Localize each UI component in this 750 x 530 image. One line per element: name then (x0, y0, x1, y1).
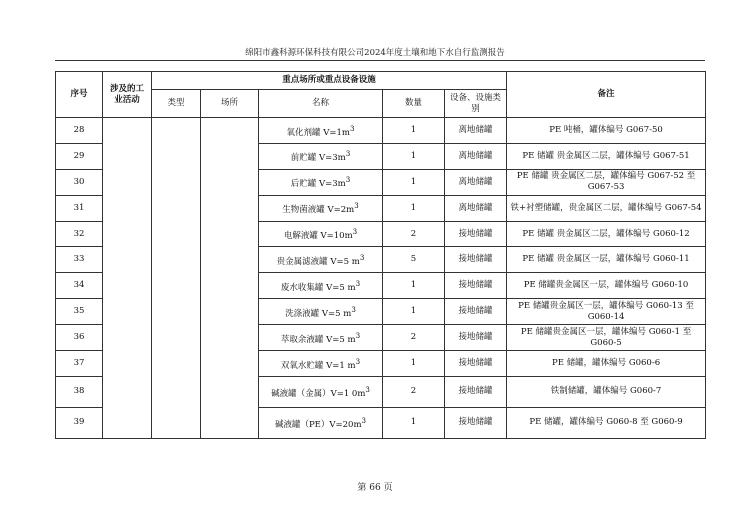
equipment-table (55, 71, 706, 439)
cell-category: 离地储罐 (445, 195, 507, 221)
cell-note: 铁+衬塑储罐，贵金属区二层，罐体编号 G067-54 (507, 195, 706, 221)
cell-category: 接地储罐 (445, 299, 507, 325)
cell-qty: 2 (383, 376, 445, 407)
cell-seq: 30 (56, 169, 103, 195)
header-place: 场所 (201, 90, 259, 118)
header-activity: 涉及的工业活动 (103, 72, 152, 118)
cell-seq: 28 (56, 118, 103, 144)
cell-name: 废水收集罐 V=5 $m^3$ (259, 273, 383, 299)
cell-category: 离地储罐 (445, 169, 507, 195)
cell-seq: 39 (56, 407, 103, 438)
cell-name: 碱液罐$(PE)V=20m^3$ (259, 407, 383, 438)
cell-note: PE 储罐贵金属区一层，罐体编号 G060-10 (507, 273, 706, 299)
cell-note: PE 储罐，罐体编号 G060-6 (507, 351, 706, 377)
cell-seq: 38 (56, 376, 103, 407)
page-number: 第 66 页 (357, 483, 393, 493)
cell-qty: 1 (383, 118, 445, 144)
cell-qty: 1 (383, 195, 445, 221)
cell-seq: 35 (56, 299, 103, 325)
cell-qty: 5 (383, 247, 445, 273)
cell-name: 碱液罐（金属）V=1 $0m^3$ (259, 376, 383, 407)
header-divider (55, 60, 705, 61)
cell-note: PE 储罐 贵金属区二层，罐体编号 G067-51 (507, 143, 706, 169)
cell-seq: 32 (56, 221, 103, 247)
header-note: 备注 (507, 72, 706, 118)
header-qty: 数量 (383, 90, 445, 118)
header-seq: 序号 (56, 72, 103, 118)
cell-seq: 36 (56, 325, 103, 351)
cell-seq: 34 (56, 273, 103, 299)
cell-seq: 29 (56, 143, 103, 169)
cell-category: 接地储罐 (445, 407, 507, 438)
cell-qty: 1 (383, 407, 445, 438)
cell-category: 接地储罐 (445, 221, 507, 247)
cell-qty: 1 (383, 299, 445, 325)
cell-name: 洗涤液罐 V=5 $m^3$ (259, 299, 383, 325)
cell-name: 萃取余液罐 V=5 $m^3$ (259, 325, 383, 351)
cell-qty: 2 (383, 325, 445, 351)
cell-note: 铁制储罐，罐体编号 G060-7 (507, 376, 706, 407)
cell-type (152, 118, 201, 439)
cell-name: 贵金属滤液罐 V=5 $m^3$ (259, 247, 383, 273)
cell-note: PE 储罐 贵金属区一层，罐体编号 G060-11 (507, 247, 706, 273)
cell-note: PE 储罐，罐体编号 G060-8 至 G060-9 (507, 407, 706, 438)
cell-name: 氧化剂罐 $V=1m^3$ (259, 118, 383, 144)
cell-category: 接地储罐 (445, 273, 507, 299)
cell-name: 双氧水贮罐 V=1 $m^3$ (259, 351, 383, 377)
cell-category: 离地储罐 (445, 143, 507, 169)
cell-qty: 1 (383, 169, 445, 195)
cell-note: PE 储罐 贵金属区二层，罐体编号 G060-12 (507, 221, 706, 247)
header-group: 重点场所或重点设备设施 (152, 72, 507, 90)
cell-place (201, 118, 259, 439)
cell-qty: 1 (383, 143, 445, 169)
report-header: 绵阳市鑫科源环保科技有限公司2024年度土壤和地下水自行监测报告 (245, 48, 505, 58)
cell-category: 离地储罐 (445, 118, 507, 144)
cell-note: PE 吨桶，罐体编号 G067-50 (507, 118, 706, 144)
header-name: 名称 (259, 90, 383, 118)
cell-qty: 1 (383, 273, 445, 299)
cell-name: 电解液罐 $V=10m^3$ (259, 221, 383, 247)
cell-note: PE 储罐 贵金属区二层，罐体编号 G067-52 至 G067-53 (507, 169, 706, 195)
cell-name: 后贮罐 $V=3m^3$ (259, 169, 383, 195)
cell-category: 接地储罐 (445, 351, 507, 377)
cell-category: 接地储罐 (445, 376, 507, 407)
table-row (56, 118, 706, 144)
cell-note: PE 储罐贵金属区一层，罐体编号 G060-1 至 G060-5 (507, 325, 706, 351)
cell-category: 接地储罐 (445, 247, 507, 273)
header-category: 设备、设施类别 (445, 90, 507, 118)
cell-category: 接地储罐 (445, 325, 507, 351)
cell-qty: 1 (383, 351, 445, 377)
header-type: 类型 (152, 90, 201, 118)
cell-activity (103, 118, 152, 439)
cell-qty: 2 (383, 221, 445, 247)
cell-seq: 37 (56, 351, 103, 377)
cell-name: 生物菌液罐 $V=2m^3$ (259, 195, 383, 221)
cell-seq: 33 (56, 247, 103, 273)
cell-note: PE 储罐贵金属区一层，罐体编号 G060-13 至 G060-14 (507, 299, 706, 325)
cell-seq: 31 (56, 195, 103, 221)
cell-name: 前贮罐 $V=3m^3$ (259, 143, 383, 169)
